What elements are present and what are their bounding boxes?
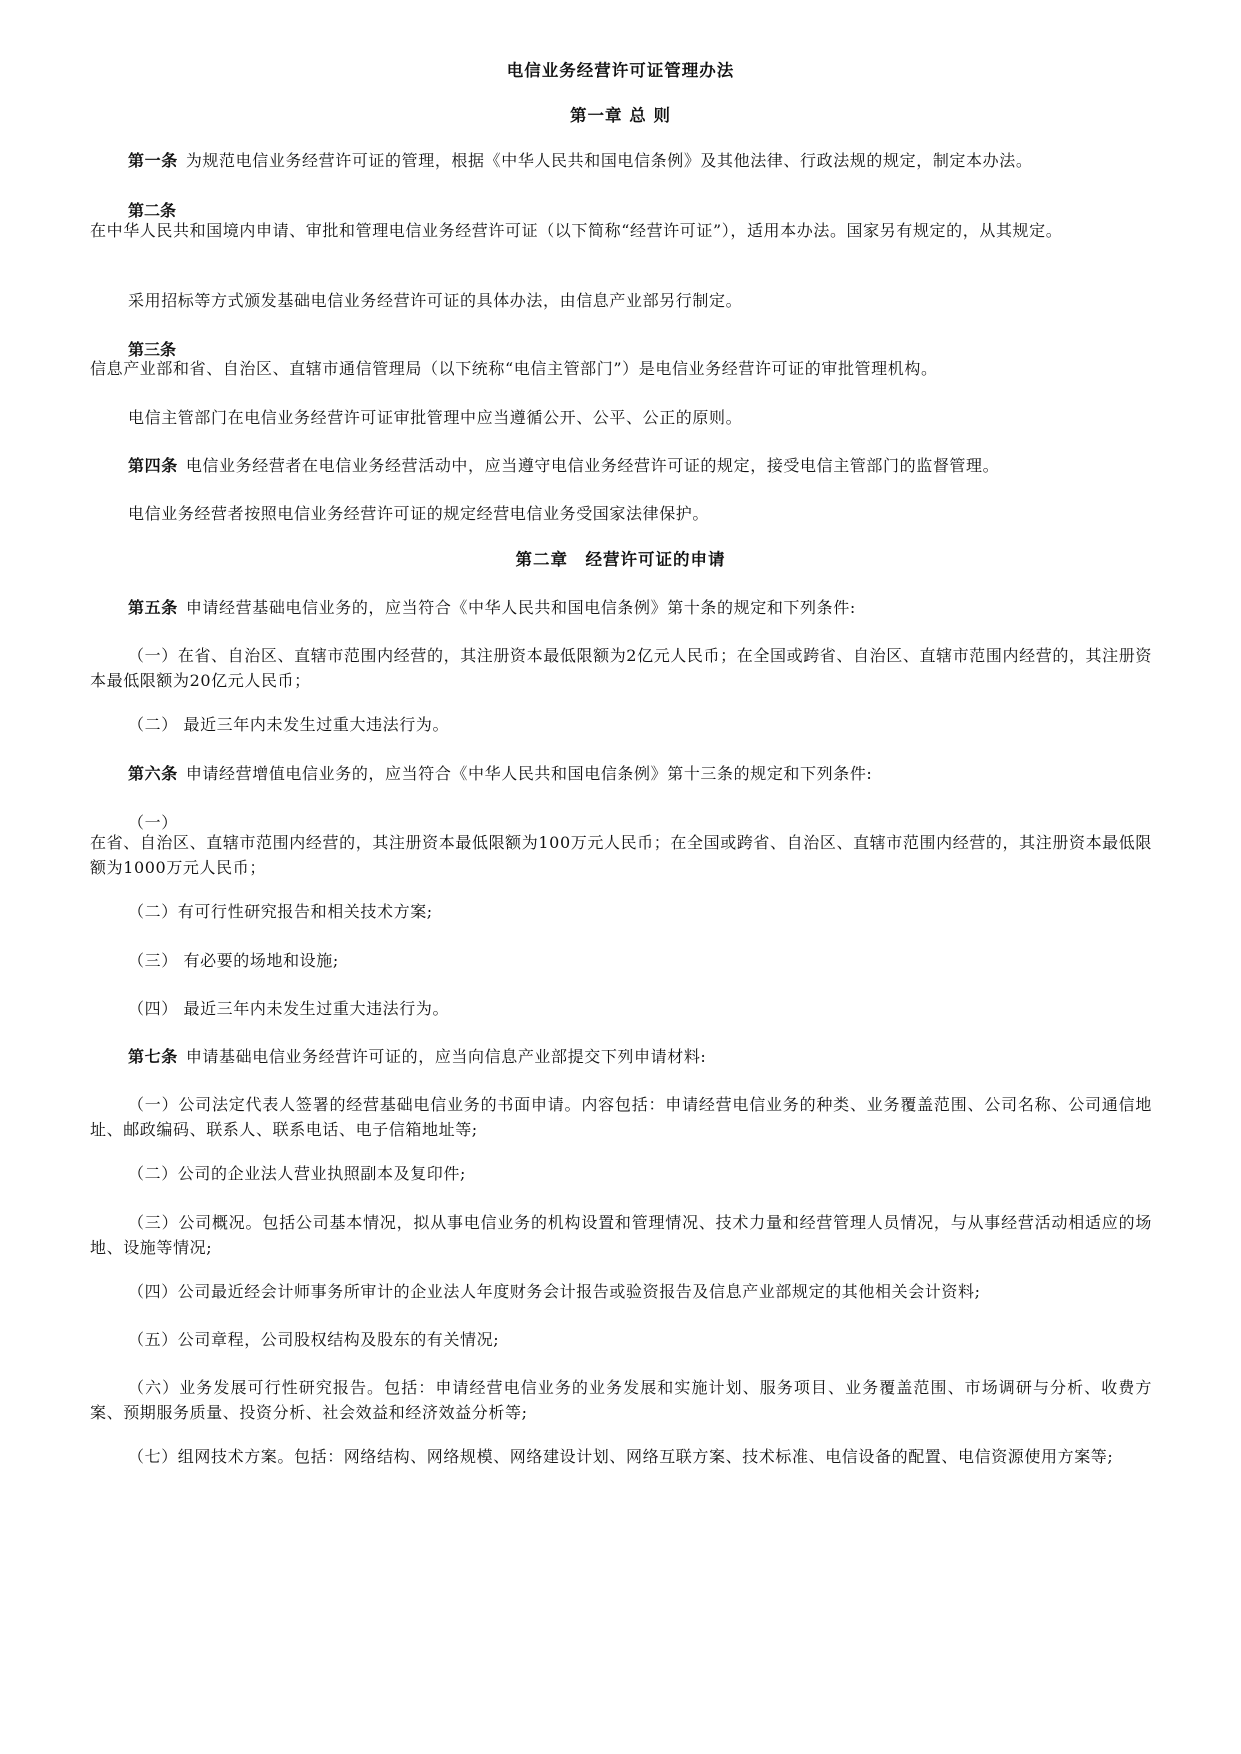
article-1-heading: 第一条 xyxy=(128,151,178,170)
article-4-paragraph-2: 电信业务经营者按照电信业务经营许可证的规定经营电信业务受国家法律保护。 xyxy=(128,504,710,523)
article-7-item-7: （七）组网技术方案。包括：网络结构、网络规模、网络建设计划、网络互联方案、技术标准、电信设备的配置、电信资源使用方案等; xyxy=(128,1447,1114,1466)
article-3-heading: 第三条 xyxy=(128,340,177,359)
article-5-text: 申请经营基础电信业务的，应当符合《中华人民共和国电信条例》第十条的规定和下列条件: xyxy=(185,598,856,617)
article-6 xyxy=(90,761,1152,786)
article-6-item-1-label: （一） xyxy=(128,813,178,832)
article-4-text: 电信业务经营者在电信业务经营活动中，应当遵守电信业务经营许可证的规定，接受电信主管部门的监督管理。 xyxy=(185,456,1000,475)
article-7-item-2: （二）公司的企业法人营业执照副本及复印件; xyxy=(128,1164,466,1183)
chapter-2-heading: 第二章 经营许可证的申请 xyxy=(515,550,726,569)
article-6-heading: 第六条 xyxy=(128,764,178,783)
article-7-item-4: （四）公司最近经会计师事务所审计的企业法人年度财务会计报告或验资报告及信息产业部规定的其他相关会计资料; xyxy=(128,1282,981,1301)
article-7-text: 申请基础电信业务经营许可证的，应当向信息产业部提交下列申请材料: xyxy=(185,1047,707,1066)
article-1-text: 为规范电信业务经营许可证的管理，根据《中华人民共和国电信条例》及其他法律、行政法规的规定，制定本办法。 xyxy=(185,151,1033,170)
article-3-text: 信息产业部和省、自治区、直辖市通信管理局（以下统称“电信主管部门”）是电信业务经营许可证的审批管理机构。 xyxy=(90,359,938,378)
article-2-paragraph-2: 采用招标等方式颁发基础电信业务经营许可证的具体办法，由信息产业部另行制定。 xyxy=(128,291,743,310)
article-4-heading: 第四条 xyxy=(128,456,178,475)
article-6-item-4: （四） 最近三年内未发生过重大违法行为。 xyxy=(128,999,450,1018)
article-7 xyxy=(90,1044,1152,1069)
article-2-text: 在中华人民共和国境内申请、审批和管理电信业务经营许可证（以下简称“经营许可证”），适用本办法。国家另有规定的，从其规定。 xyxy=(90,221,1063,240)
article-6-item-3: （三） 有必要的场地和设施; xyxy=(128,951,339,970)
article-6-text: 申请经营增值电信业务的，应当符合《中华人民共和国电信条例》第十三条的规定和下列条件: xyxy=(185,764,873,783)
article-2-heading: 第二条 xyxy=(128,201,177,220)
article-7-item-5: （五）公司章程，公司股权结构及股东的有关情况; xyxy=(128,1330,500,1349)
article-7-item-1: （一）公司法定代表人签署的经营基础电信业务的书面申请。内容包括：申请经营电信业务的种类、业务覆盖范围、公司名称、公司通信地址、邮政编码、联系人、联系电话、电子信箱地址等; xyxy=(90,1095,1152,1139)
article-5 xyxy=(90,595,1152,620)
document-title: 电信业务经营许可证管理办法 xyxy=(506,61,735,80)
article-7-heading: 第七条 xyxy=(128,1047,178,1066)
article-6-item-2: （二）有可行性研究报告和相关技术方案; xyxy=(128,902,433,921)
article-5-item-2: （二） 最近三年内未发生过重大违法行为。 xyxy=(128,715,450,734)
article-4 xyxy=(90,453,1152,478)
article-6-item-1-text: 在省、自治区、直辖市范围内经营的，其注册资本最低限额为100万元人民币；在全国或跨省、自治区、直辖市范围内经营的，其注册资本最低限额为1000万元人民币； xyxy=(90,833,1152,877)
chapter-1-heading: 第一章 总 则 xyxy=(570,106,671,125)
article-5-heading: 第五条 xyxy=(128,598,178,617)
article-3-paragraph-2: 电信主管部门在电信业务经营许可证审批管理中应当遵循公开、公平、公正的原则。 xyxy=(128,408,743,427)
article-1 xyxy=(90,148,1152,173)
article-7-item-6: （六）业务发展可行性研究报告。包括：申请经营电信业务的业务发展和实施计划、服务项目、业务覆盖范围、市场调研与分析、收费方案、预期服务质量、投资分析、社会效益和经济效益分析等; xyxy=(90,1378,1152,1422)
article-7-item-3: （三）公司概况。包括公司基本情况，拟从事电信业务的机构设置和管理情况、技术力量和经营管理人员情况，与从事经营活动相适应的场地、设施等情况; xyxy=(90,1213,1152,1257)
article-5-item-1: （一）在省、自治区、直辖市范围内经营的，其注册资本最低限额为2亿元人民币；在全国或跨省、自治区、直辖市范围内经营的，其注册资本最低限额为20亿元人民币； xyxy=(90,646,1152,690)
